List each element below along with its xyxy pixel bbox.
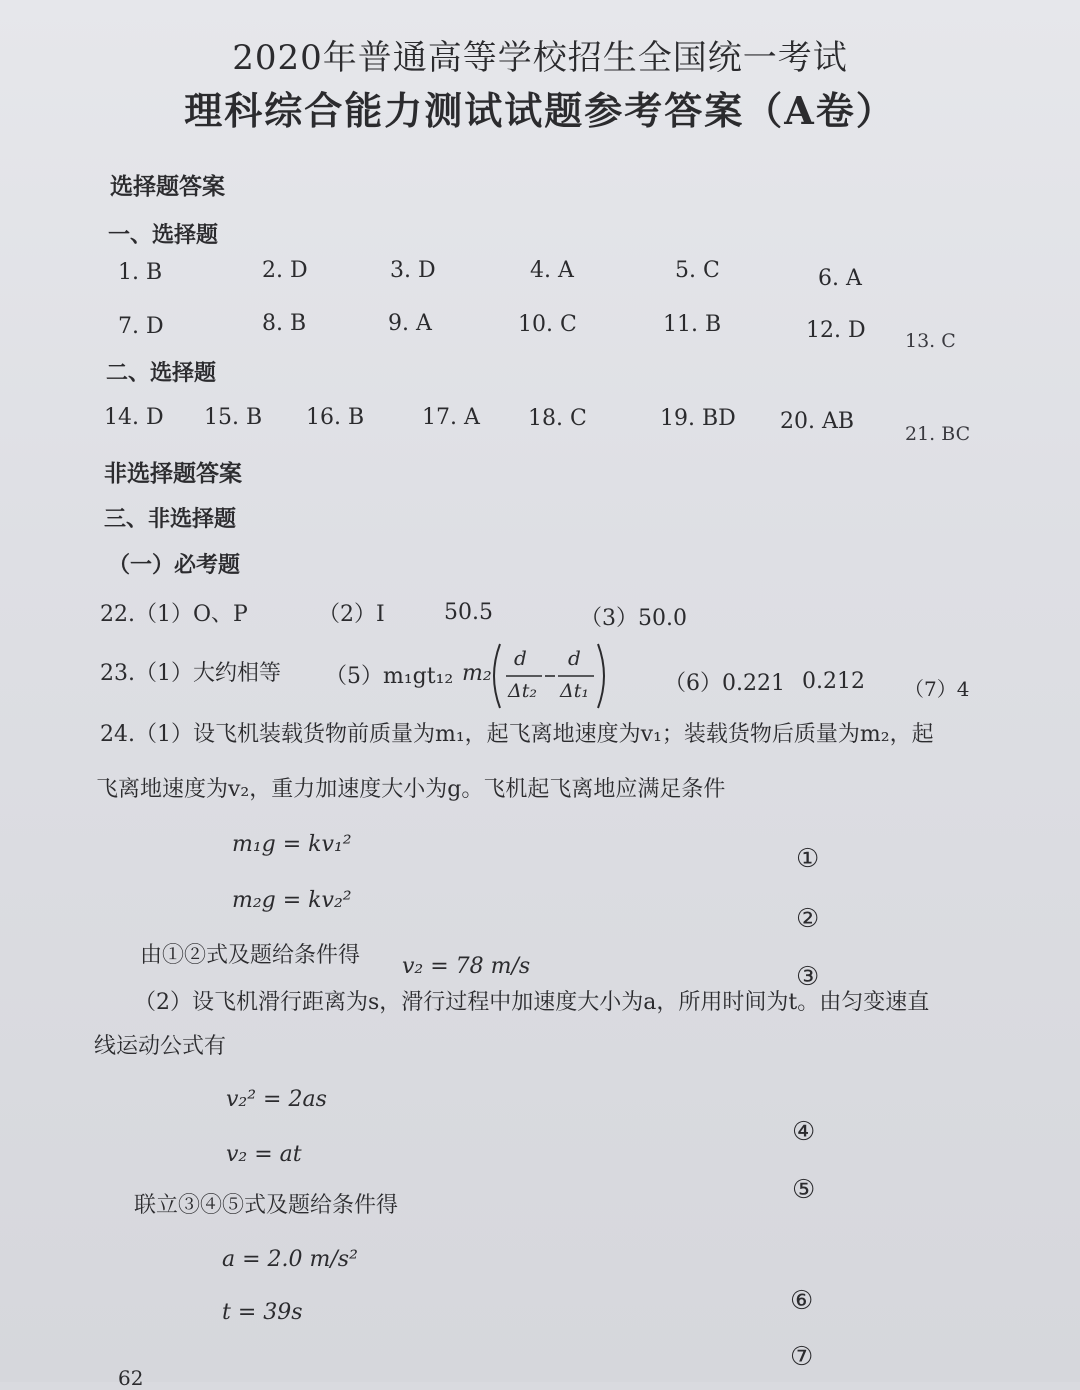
answer-2: 2. D (262, 258, 308, 283)
q24-part2-line-1: （2）设飞机滑行距离为s，滑行过程中加速度大小为a，所用时间为t。由匀变速直 (134, 990, 930, 1015)
q24-result-text: 由①②式及题给条件得 (140, 943, 361, 968)
q24-part2-line-2: 线运动公式有 (94, 1034, 227, 1059)
q24-equation-7: t = 39s (222, 1300, 303, 1325)
answer-12: 12. D (806, 318, 866, 343)
answer-6: 6. A (818, 266, 862, 291)
q24-equation-6: a = 2.0 m/s² (222, 1247, 358, 1272)
frac1-denominator: Δt₂ (508, 680, 537, 702)
marker-6: ⑥ (790, 1286, 814, 1316)
q24-equation-1: m₁g = kv₁² (232, 832, 352, 857)
q24-equation-4: v₂² = 2as (226, 1087, 327, 1112)
choice-answers-heading: 选择题答案 (110, 174, 225, 200)
answer-19: 19. BD (660, 406, 736, 431)
frac1-numerator: d (514, 646, 527, 670)
marker-1: ① (796, 844, 820, 874)
exam-subtitle: 理科综合能力测试试题参考答案（A卷） (184, 88, 896, 133)
answer-15: 15. B (204, 405, 263, 430)
q24-line-2: 飞离地速度为v₂，重力加速度大小为g。飞机起飞离地应满足条件 (96, 777, 726, 802)
q22-answer-2-value: 50.5 (444, 600, 493, 625)
exam-title: 2020年普通高等学校招生全国统一考试 (232, 38, 848, 78)
part2-heading: 二、选择题 (106, 361, 217, 386)
nonchoice-answers-heading: 非选择题答案 (104, 461, 242, 487)
frac2-numerator: d (568, 646, 581, 670)
q23-answer-7: （7）4 (904, 677, 970, 701)
q23-fraction-expression (488, 640, 612, 712)
answer-10: 10. C (518, 312, 577, 337)
q24-equation-5: v₂ = at (226, 1142, 302, 1167)
part1-heading: 一、选择题 (108, 223, 219, 248)
marker-3: ③ (796, 962, 820, 992)
part3-heading: 三、非选择题 (104, 507, 237, 532)
bracket-svg (488, 640, 612, 712)
frac2-denominator: Δt₁ (560, 680, 589, 702)
required-heading: （一）必考题 (108, 553, 241, 578)
answer-21: 21. BC (905, 423, 971, 445)
answer-9: 9. A (388, 311, 432, 336)
q23-answer-5: （5）m₁gt₁₂ (325, 664, 454, 689)
answer-8: 8. B (262, 311, 307, 336)
q23-m2: m₂ (462, 661, 492, 686)
answer-7: 7. D (118, 314, 164, 339)
q22-answer-2: （2）I (318, 602, 385, 627)
marker-7: ⑦ (790, 1342, 814, 1372)
answer-14: 14. D (104, 405, 164, 430)
q24-result-equation: v₂ = 78 m/s (402, 954, 531, 979)
answer-5: 5. C (675, 258, 720, 283)
answer-3: 3. D (390, 258, 436, 283)
answer-4: 4. A (530, 258, 574, 283)
marker-4: ④ (792, 1117, 816, 1147)
q22-answer-1: 22.（1）O、P (100, 602, 248, 627)
q23-answer-6: （6）0.221 (664, 671, 785, 696)
q24-line-1: 24.（1）设飞机装载货物前质量为m₁，起飞离地速度为v₁；装载货物后质量为m₂，起 (100, 722, 934, 747)
q23-answer-6b: 0.212 (802, 669, 865, 694)
q23-answer-1: 23.（1）大约相等 (100, 661, 281, 686)
answer-18: 18. C (528, 406, 587, 431)
answer-20: 20. AB (780, 409, 855, 434)
answer-16: 16. B (306, 405, 365, 430)
answer-13: 13. C (905, 330, 956, 352)
page-number: 62 (118, 1366, 144, 1390)
answer-11: 11. B (663, 312, 722, 337)
answer-1: 1. B (118, 260, 163, 285)
marker-2: ② (796, 904, 820, 934)
marker-5: ⑤ (792, 1175, 816, 1205)
answer-17: 17. A (422, 405, 480, 430)
q24-combine-text: 联立③④⑤式及题给条件得 (134, 1193, 399, 1218)
q22-answer-3: （3）50.0 (580, 606, 687, 631)
q24-equation-2: m₂g = kv₂² (232, 888, 352, 913)
